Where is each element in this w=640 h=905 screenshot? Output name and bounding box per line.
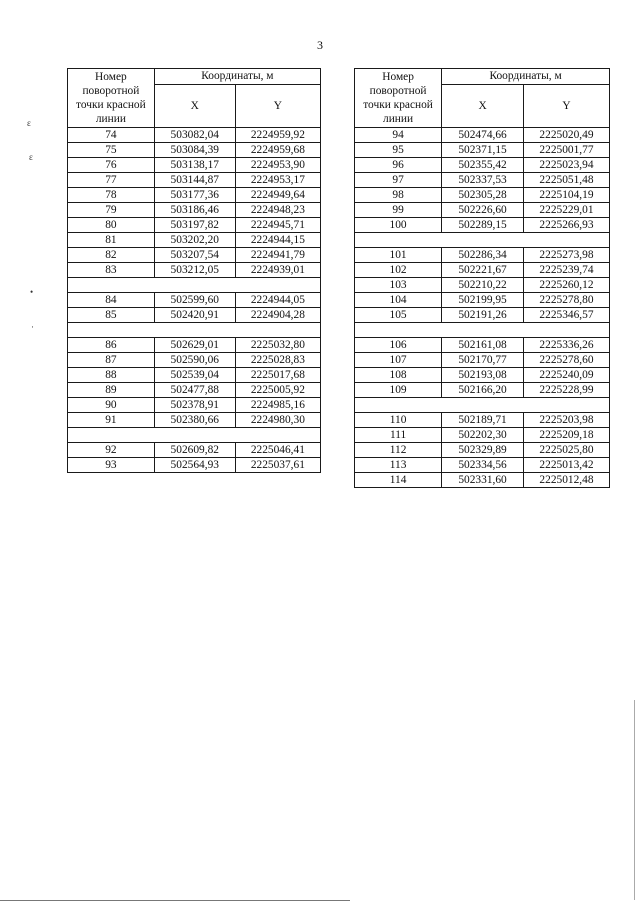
table-row	[68, 128, 321, 143]
y-coordinate-cell: 2225240,09	[523, 368, 609, 383]
table-row	[68, 338, 321, 353]
point-number-cell: 78	[68, 188, 155, 203]
x-coordinate-cell: 502474,66	[442, 128, 524, 143]
table-row	[355, 128, 610, 143]
table-row	[355, 413, 610, 428]
point-number-cell: 75	[68, 143, 155, 158]
table-row	[68, 383, 321, 398]
table-row	[355, 248, 610, 263]
separator-cell	[68, 278, 321, 293]
y-coordinate-cell: 2225001,77	[523, 143, 609, 158]
x-coordinate-cell: 502193,08	[442, 368, 524, 383]
x-coordinate-cell: 502199,95	[442, 293, 524, 308]
separator-cell	[68, 323, 321, 338]
x-coordinate-cell: 502477,88	[154, 383, 235, 398]
point-number-cell: 98	[355, 188, 442, 203]
y-column-header: Y	[523, 84, 609, 127]
y-coordinate-cell: 2224945,71	[235, 218, 320, 233]
x-coordinate-cell: 502420,91	[154, 308, 235, 323]
table-row	[355, 218, 610, 233]
y-coordinate-cell: 2224953,90	[235, 158, 320, 173]
x-coordinate-cell: 502599,60	[154, 293, 235, 308]
table-row	[68, 458, 321, 473]
table-row	[68, 203, 321, 218]
y-coordinate-cell: 2225005,92	[235, 383, 320, 398]
point-number-cell: 113	[355, 458, 442, 473]
x-coordinate-cell: 502170,77	[442, 353, 524, 368]
page-number: 3	[317, 38, 323, 52]
point-number-cell: 77	[68, 173, 155, 188]
point-number-cell: 97	[355, 173, 442, 188]
table-row	[68, 443, 321, 458]
point-number-cell: 109	[355, 383, 442, 398]
x-coordinate-cell: 502337,53	[442, 173, 524, 188]
point-number-cell: 102	[355, 263, 442, 278]
table-row	[68, 143, 321, 158]
table-row	[355, 158, 610, 173]
x-coordinate-cell: 503197,82	[154, 218, 235, 233]
x-coordinate-cell: 503212,05	[154, 263, 235, 278]
point-number-cell: 84	[68, 293, 155, 308]
table-row	[68, 353, 321, 368]
table-row	[355, 428, 610, 443]
x-coordinate-cell: 502378,91	[154, 398, 235, 413]
point-number-cell: 94	[355, 128, 442, 143]
page-edge-line	[634, 700, 635, 900]
point-number-cell: 106	[355, 338, 442, 353]
y-coordinate-cell: 2224959,92	[235, 128, 320, 143]
x-coordinate-cell: 502226,60	[442, 203, 524, 218]
coordinates-header: Координаты, м	[442, 69, 610, 85]
table-row	[68, 293, 321, 308]
scan-speck: ·	[31, 322, 34, 332]
coordinates-table-left	[67, 68, 321, 473]
x-coordinate-cell: 502210,22	[442, 278, 524, 293]
table-row	[355, 353, 610, 368]
y-coordinate-cell: 2225229,01	[523, 203, 609, 218]
separator-row	[68, 428, 321, 443]
point-number-header-line: точки красной	[76, 99, 146, 111]
point-number-cell: 99	[355, 203, 442, 218]
x-coordinate-cell: 502609,82	[154, 443, 235, 458]
table-row	[68, 413, 321, 428]
x-coordinate-cell: 502380,66	[154, 413, 235, 428]
table-row	[355, 308, 610, 323]
point-number-cell: 111	[355, 428, 442, 443]
point-number-cell: 114	[355, 473, 442, 488]
point-number-header-line: поворотной	[82, 85, 140, 97]
coordinates-table-right	[354, 68, 610, 488]
point-number-header-line: линии	[383, 113, 414, 125]
table-row	[355, 338, 610, 353]
x-coordinate-cell: 502221,67	[442, 263, 524, 278]
point-number-cell: 83	[68, 263, 155, 278]
point-number-cell: 76	[68, 158, 155, 173]
point-number-cell: 96	[355, 158, 442, 173]
table-row	[68, 173, 321, 188]
x-coordinate-cell: 503082,04	[154, 128, 235, 143]
table-row	[68, 398, 321, 413]
table-row	[355, 293, 610, 308]
table-row	[355, 188, 610, 203]
point-number-cell: 93	[68, 458, 155, 473]
y-coordinate-cell: 2224939,01	[235, 263, 320, 278]
x-coordinate-cell: 502166,20	[442, 383, 524, 398]
x-coordinate-cell: 502189,71	[442, 413, 524, 428]
table-row	[68, 368, 321, 383]
y-coordinate-cell: 2225266,93	[523, 218, 609, 233]
point-number-cell: 104	[355, 293, 442, 308]
point-number-cell: 91	[68, 413, 155, 428]
table-row	[355, 173, 610, 188]
point-number-cell: 85	[68, 308, 155, 323]
table-row	[68, 308, 321, 323]
x-coordinate-cell: 502334,56	[442, 458, 524, 473]
point-number-cell: 110	[355, 413, 442, 428]
point-number-header	[355, 69, 442, 128]
y-coordinate-cell: 2224944,15	[235, 233, 320, 248]
y-coordinate-cell: 2224953,17	[235, 173, 320, 188]
y-coordinate-cell: 2225012,48	[523, 473, 609, 488]
table-row	[355, 143, 610, 158]
table-row	[68, 248, 321, 263]
y-coordinate-cell: 2225028,83	[235, 353, 320, 368]
x-coordinate-cell: 503186,46	[154, 203, 235, 218]
point-number-cell: 87	[68, 353, 155, 368]
x-column-header: X	[442, 84, 524, 127]
point-number-cell: 112	[355, 443, 442, 458]
y-coordinate-cell: 2225260,12	[523, 278, 609, 293]
y-coordinate-cell: 2225239,74	[523, 263, 609, 278]
table-row	[355, 203, 610, 218]
y-coordinate-cell: 2224985,16	[235, 398, 320, 413]
x-coordinate-cell: 503177,36	[154, 188, 235, 203]
x-coordinate-cell: 502286,34	[442, 248, 524, 263]
point-number-cell: 107	[355, 353, 442, 368]
x-column-header: X	[154, 84, 235, 127]
y-coordinate-cell: 2224944,05	[235, 293, 320, 308]
x-coordinate-cell: 503144,87	[154, 173, 235, 188]
point-number-cell: 95	[355, 143, 442, 158]
y-coordinate-cell: 2225046,41	[235, 443, 320, 458]
point-number-cell: 79	[68, 203, 155, 218]
point-number-cell: 100	[355, 218, 442, 233]
page-edge-line	[0, 900, 350, 901]
y-column-header: Y	[235, 84, 320, 127]
x-coordinate-cell: 502564,93	[154, 458, 235, 473]
y-coordinate-cell: 2225104,19	[523, 188, 609, 203]
y-coordinate-cell: 2224948,23	[235, 203, 320, 218]
coordinates-header: Координаты, м	[154, 69, 320, 85]
table-row	[68, 233, 321, 248]
separator-cell	[355, 233, 610, 248]
x-coordinate-cell: 502329,89	[442, 443, 524, 458]
y-coordinate-cell: 2225278,80	[523, 293, 609, 308]
separator-row	[68, 323, 321, 338]
y-coordinate-cell: 2225025,80	[523, 443, 609, 458]
y-coordinate-cell: 2224941,79	[235, 248, 320, 263]
y-coordinate-cell: 2225209,18	[523, 428, 609, 443]
x-coordinate-cell: 502191,26	[442, 308, 524, 323]
table-row	[355, 473, 610, 488]
separator-row	[68, 278, 321, 293]
separator-row	[355, 323, 610, 338]
point-number-header-line: Номер	[95, 71, 127, 83]
y-coordinate-cell: 2225017,68	[235, 368, 320, 383]
table-row	[355, 278, 610, 293]
table-row	[355, 263, 610, 278]
table-row	[68, 158, 321, 173]
table-row	[355, 368, 610, 383]
point-number-cell: 90	[68, 398, 155, 413]
point-number-cell: 108	[355, 368, 442, 383]
y-coordinate-cell: 2225032,80	[235, 338, 320, 353]
x-coordinate-cell: 502539,04	[154, 368, 235, 383]
point-number-cell: 80	[68, 218, 155, 233]
y-coordinate-cell: 2225273,98	[523, 248, 609, 263]
point-number-cell: 74	[68, 128, 155, 143]
point-number-cell: 81	[68, 233, 155, 248]
x-coordinate-cell: 502161,08	[442, 338, 524, 353]
x-coordinate-cell: 502331,60	[442, 473, 524, 488]
x-coordinate-cell: 502590,06	[154, 353, 235, 368]
scan-speck: ɛ	[29, 152, 33, 162]
table-row	[355, 458, 610, 473]
point-number-cell: 103	[355, 278, 442, 293]
x-coordinate-cell: 502305,28	[442, 188, 524, 203]
table-row	[68, 218, 321, 233]
point-number-header-line: точки красной	[363, 99, 433, 111]
y-coordinate-cell: 2225051,48	[523, 173, 609, 188]
table-row	[68, 263, 321, 278]
y-coordinate-cell: 2224980,30	[235, 413, 320, 428]
scan-speck: •	[30, 287, 34, 297]
point-number-cell: 101	[355, 248, 442, 263]
x-coordinate-cell: 502371,15	[442, 143, 524, 158]
x-coordinate-cell: 502355,42	[442, 158, 524, 173]
point-number-cell: 82	[68, 248, 155, 263]
y-coordinate-cell: 2225228,99	[523, 383, 609, 398]
y-coordinate-cell: 2225013,42	[523, 458, 609, 473]
point-number-cell: 86	[68, 338, 155, 353]
separator-cell	[355, 398, 610, 413]
point-number-header-line: поворотной	[369, 85, 427, 97]
x-coordinate-cell: 502202,30	[442, 428, 524, 443]
point-number-cell: 105	[355, 308, 442, 323]
y-coordinate-cell: 2224949,64	[235, 188, 320, 203]
y-coordinate-cell: 2225020,49	[523, 128, 609, 143]
y-coordinate-cell: 2225203,98	[523, 413, 609, 428]
point-number-cell: 92	[68, 443, 155, 458]
y-coordinate-cell: 2224904,28	[235, 308, 320, 323]
y-coordinate-cell: 2225278,60	[523, 353, 609, 368]
point-number-header-line: линии	[95, 113, 126, 125]
x-coordinate-cell: 502289,15	[442, 218, 524, 233]
table-row	[355, 443, 610, 458]
point-number-cell: 89	[68, 383, 155, 398]
point-number-header-line: Номер	[382, 71, 414, 83]
x-coordinate-cell: 503138,17	[154, 158, 235, 173]
y-coordinate-cell: 2225346,57	[523, 308, 609, 323]
y-coordinate-cell: 2225336,26	[523, 338, 609, 353]
separator-row	[355, 233, 610, 248]
table-row	[355, 383, 610, 398]
x-coordinate-cell: 503084,39	[154, 143, 235, 158]
separator-cell	[355, 323, 610, 338]
point-number-cell: 88	[68, 368, 155, 383]
y-coordinate-cell: 2225037,61	[235, 458, 320, 473]
y-coordinate-cell: 2224959,68	[235, 143, 320, 158]
x-coordinate-cell: 503202,20	[154, 233, 235, 248]
scan-speck: ɛ	[27, 118, 31, 128]
table-row	[68, 188, 321, 203]
x-coordinate-cell: 502629,01	[154, 338, 235, 353]
separator-row	[355, 398, 610, 413]
point-number-header	[68, 69, 155, 128]
separator-cell	[68, 428, 321, 443]
x-coordinate-cell: 503207,54	[154, 248, 235, 263]
y-coordinate-cell: 2225023,94	[523, 158, 609, 173]
